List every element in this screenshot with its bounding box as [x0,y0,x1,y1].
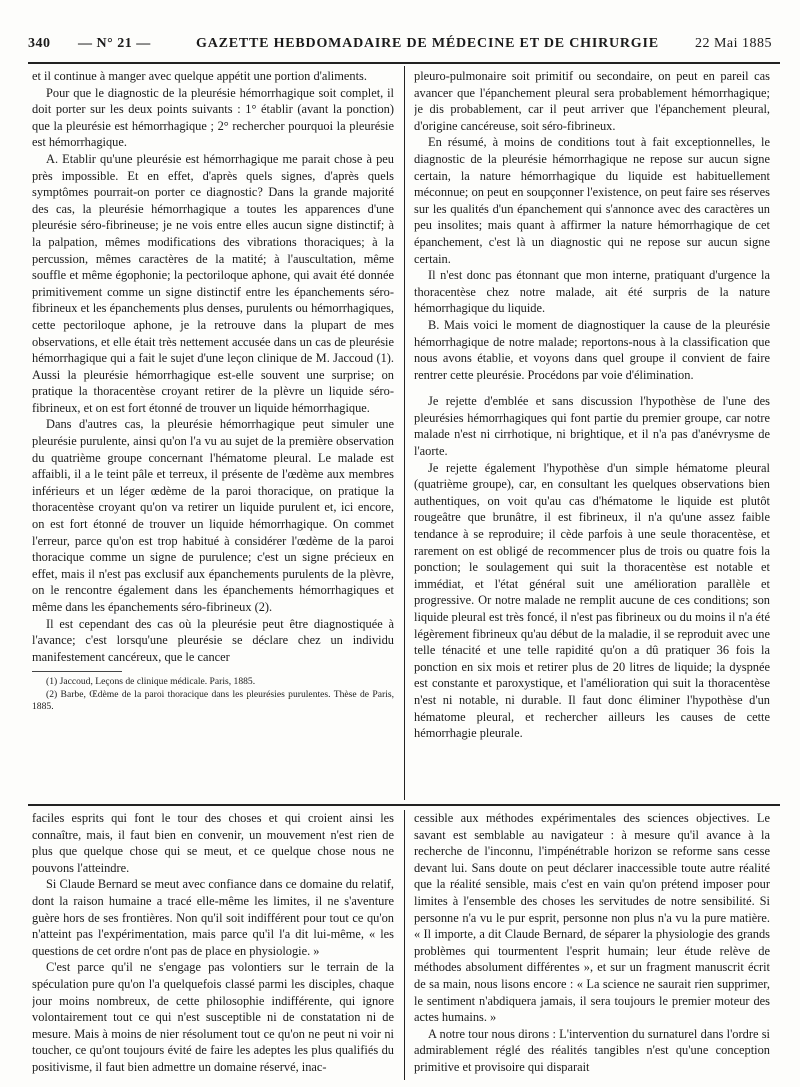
journal-title: GAZETTE HEBDOMADAIRE DE MÉDECINE ET DE CHIRURGIE [196,36,659,51]
bottom-left-column [32,810,394,1082]
paragraph: Je rejette également l'hypothèse d'un simple hématome pleural (quatrième groupe), car, en consultant les quelques observations bien authentiques, on voit qu'au cas d'hématome le liquide est plutôt rougeâtre que brunâtre, il est fibrineux, il n'a qu'une assez faible tendance à se reproduire; il cède parfois à une seule thoracentèse, et rarement on est obligé de recommencer plus de trois ou quatre fois la ponction; le soulagement qui suit la thoracentèse est notable et immédiat, et l'état général suit une amélioration parallèle et progressive. Or notre malade ne remplit aucune de ces conditions; son liquide pleural est très foncé, il n'est pas fibrineux ou du moins il n'a été légèrement fibrineux qu'au début de la maladie, il se reproduit avec une telle ténacité et une telle rapidité qu'on a dû pratiquer 36 fois la ponction en six mois et retirer plus de 20 litres de liquide; la dyspnée est constante et paroxystique, et l'amélioration qui suit la thoracentèse n'est ni notable, ni durable. Il faut donc éliminer l'hypothèse d'un hématome pleural, et rechercher ailleurs les causes de cette hémorrhagie pleurale. [414,460,770,741]
paragraph: Il n'est donc pas étonnant que mon interne, pratiquant d'urgence la thoracentèse chez notre malade, ait été surpris de la nature hémorrhagique du liquide. [414,268,770,316]
section-rule [28,804,780,806]
paragraph: Pour que le diagnostic de la pleurésie hémorrhagique soit complet, il doit porter sur les deux points suivants : 1° établir (avant la ponction) que la pleurésie est hémorrhagique ; 2° rechercher pourquoi la pleurésie est hémorrhagique. [32,85,394,150]
column-divider-top [404,66,405,800]
page-number: 340 [28,36,51,51]
top-right-column [414,68,770,802]
paragraph: C'est parce qu'il ne s'engage pas volontiers sur le terrain de la spéculation pure qu'on l'a quelquefois classé parmi les disciples, chaque jour moins nombreux, de cette philosophie indifférente, qui ignore volontairement tout ce qui n'est susceptible ni de constatation ni de mesure. Mais à moins de nier résolument tout ce qu'on ne peut ni voir ni toucher, ce qu'ont toujours évité de faire les adeptes les plus qualifiés du positivisme, il faut bien admettre un domaine réservé, inac- [32,960,394,1074]
issue-date: 22 Mai 1885 [694,36,772,51]
paragraph: faciles esprits qui font le tour des choses et qui croient ainsi les connaître, mais, il faut bien en convenir, un mouvement n'est rien de plus que quelque chose qui se meut, et ce quelque chose nous ne pouvons l'atteindre. [32,811,394,875]
paragraph: A. Etablir qu'une pleurésie est hémorrhagique me parait chose à peu près impossible. Et en effet, d'après quels signes, d'après quels symptômes pourrait-on porter ce diagnostic? Dans la grande majorité des cas, la pleurésie hémorrhagique a toutes les apparences d'une pleurésie séro-fibrineuse; je ne vois entre elles aucun signe distinctif; à la palpation, mêmes modifications des vibrations thoraciques; à la percussion, mêmes caractères de la matité; à l'auscultation, même souffle et même égophonie; la pectoriloque aphone, qui avait été donnée primitivement comme un signe distinctif entre les épanchements séro-fibrineux et les épanchements plus denses, purulents ou hémorrhagiques, cette pectoriloque aphone, je la retrouve dans la plupart de mes observations, et elle était très nettement accusée dans un cas de pleurésie hémorrhagique qui a fait le sujet d'une leçon clinique de M. Jaccoud (1). Aussi la pleurésie hémorrhagique est-elle souvent une surprise; on pratique la thoracentèse croyant retirer de la plèvre un liquide séro-fibrineux, et on est fort étonné de trouver un liquide hémorrhagique. [32,151,394,415]
footnote: (2) Barbe, Œdème de la paroi thoracique dans les pleurésies purulentes. Thèse de Paris, 1885. [32,688,394,712]
paragraph: Dans d'autres cas, la pleurésie hémorrhagique peut simuler une pleurésie purulente, ainsi qu'on l'a vu au sujet de la première observation du quatrième groupe concernant l'hématome pleural. Le malade est affaibli, il a le teint pâle et terreux, il présente de l'œdème aux membres inférieurs et un léger œdème de la paroi thoracique, on pratique la thoracentèse croyant qu'on va retirer un liquide purulent et, ici encore, on est fort étonné de trouver un liquide hémorrhagique. On commet l'erreur, parce qu'on est trop habitué à considérer l'œdème de la paroi thoracique comme un signe de purulence; c'est un signe précieux en effet, mais il n'est pas exclusif aux épanchements purulents de la plèvre, on le rencontre également dans les épanchements hémorrhagiques et même dans les épanchements séro-fibrineux (2). [32,417,394,614]
paragraph: En résumé, à moins de conditions tout à fait exceptionnelles, le diagnostic de la pleurésie hémorrhagique ne repose sur aucun signe certain, la nature hémorrhagique du liquide est habituellement méconnue; on peut en soupçonner l'existence, on peut faire ses réserves sur les qualités d'un épanchement qui s'annonce avec des caractères un peu insolites; mais quant à affirmer la nature hémorrhagique de cet épanchement, c'est là un diagnostic qui ne repose sur aucun signe certain. [414,135,770,266]
footnote: (1) Jaccoud, Leçons de clinique médicale. Paris, 1885. [46,676,256,688]
issue-number: — N° 21 — [78,36,151,51]
paragraph: cessible aux méthodes expérimentales des sciences objectives. Le savant est semblable au navigateur : à mesure qu'il avance à la recherche de l'inconnu, l'impénétrable horizon se reforme sans cesse devant lui. Sans doute on peut déclarer inaccessible toute autre réalité que la réalité sensible, mais c'est en vain qu'on prétend imposer pour limites à l'ensemble des choses les servitudes de notre sensibilité. Si personne n'a vu le pur esprit, personne non plus n'a vu la pure matière. « Il importe, a dit Claude Bernard, de séparer la physiologie des grands problèmes qui tourmentent l'esprit humain; leur étude relève de méthodes absolument différentes », et sur un fragment manuscrit écrit de sa main, nous lisons encore : « La science ne saurait rien supprimer, le sentiment n'abdiquera jamais, il sera toujours le premier moteur des actes humains. » [414,811,770,1025]
paragraph: Il est cependant des cas où la pleurésie peut être diagnostiquée à l'avance; c'est lorsqu'une pleurésie se déclare chez un individu manifestement cancéreux, que le cancer [32,616,394,664]
bottom-right-column [414,810,770,1082]
paragraph: Je rejette d'emblée et sans discussion l'hypothèse de l'une des pleurésies hémorrhagiques qui font partie du premier groupe, car notre malade n'est ni cirrhotique, ni brightique, et il n'a pas d'anévrysme de l'aorte. [414,394,770,459]
paragraph: A notre tour nous dirons : L'intervention du surnaturel dans l'ordre si admirablement réglé des réalités tangibles n'est qu'une conception primitive et provisoire qui disparait [414,1026,770,1074]
paragraph: Si Claude Bernard se meut avec confiance dans ce domaine du relatif, dont la raison humaine a tracé elle-même les limites, il ne s'aventure guère hors de ses frontières. Non qu'il soit indifférent pour tout ce qu'on n'atteint pas l'expérimentation, mais parce qu'il l'a dit lui-même, « les questions de cet ordre n'ont pas de place en physiologie. » [32,877,394,958]
paragraph: pleuro-pulmonaire soit primitif ou secondaire, on peut en pareil cas avancer que l'épanchement pleural sera probablement hémorrhagique; je dis probablement, car il peut arriver que l'épanchement pleural, d'origine cancéreuse, soit séro-fibrineux. [414,69,770,133]
running-header [28,36,780,58]
paragraph: et il continue à manger avec quelque appétit une portion d'aliments. [32,69,367,83]
footnote-rule [32,671,122,672]
header-rule [28,62,780,64]
column-divider-bottom [404,810,405,1080]
top-left-column [32,68,394,802]
paragraph: B. Mais voici le moment de diagnostiquer la cause de la pleurésie hémorrhagique de notre malade; reportons-nous à la classification que nous avons établie, et voyons dans quel groupe il convient de faire rentrer cette pleurésie. Procédons par voie d'élimination. [414,317,770,382]
